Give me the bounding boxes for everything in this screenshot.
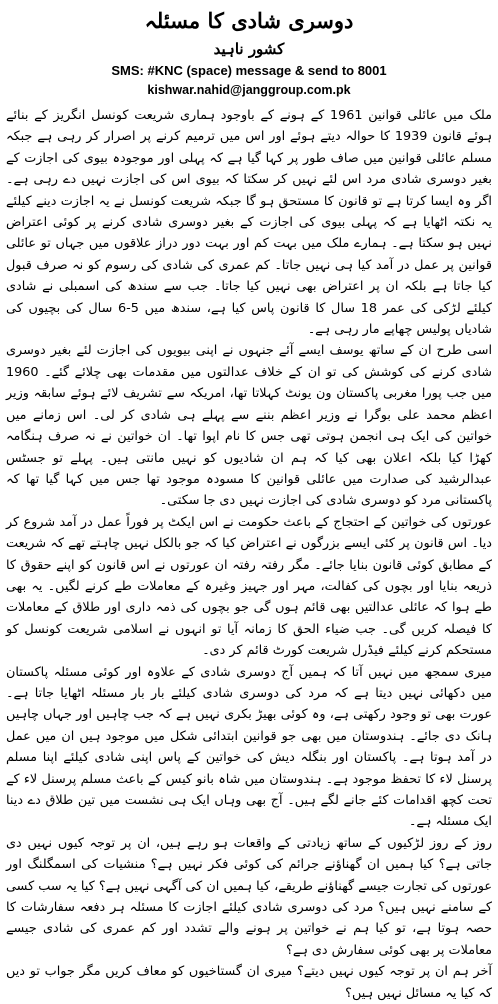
body-paragraph: اسی طرح ان کے ساتھ یوسف ایسے آئے جنہوں نے اپنی بیویوں کی اجازت لئے بغیر دوسری شادی کرنے کی کوشش کی تو ان کے خلاف عدالتوں میں مقدمات بھی چلائے گئے۔ 1960 میں جب پورا مغربی پاکستان ون یونٹ کہلاتا تھا، امریکہ سے تشریف لائے ہوئے سابقہ وزیر اعظم محمد علی بوگرا نے وزیر اعظم بننے سے پہلے ہی شادی کر لی۔ اس زمانے میں خواتین کی ایک ہی انجمن ہوتی تھی جس کا نام اپوا تھا۔ ان خواتین نے نہ صرف ہنگامہ کھڑا کیا بلکہ اعلان بھی کیا کہ ہم ان شادیوں کو نہیں مانتی ہیں۔ پہلے تو جسٹس عبدالرشید کی صدارت میں عائلی قوانین کا مسودہ موجود تھا جس میں کہا گیا تھا کہ پاکستانی مرد کو دوسری شادی کی اجازت نہیں دی جا سکتی۔ [6,343,492,509]
body-paragraph: میری سمجھ میں نہیں آتا کہ ہمیں آج دوسری شادی کے علاوہ اور کوئی مسئلہ پاکستان میں دکھائی نہیں دیتا ہے کہ مرد کی دوسری شادی کیلئے بار بار مسئلہ اٹھایا جاتا ہے۔ عورت بھی تو وجود رکھتی ہے، وہ کوئی بھیڑ بکری نہیں ہے کہ جب چاہیں اور جہاں چاہیں ہانک دی جائے۔ ہندوستان میں بھی جو قوانین ابتدائی شکل میں موجود ہیں ان میں عمل در آمد ہوتا ہے۔ پاکستان اور بنگلہ دیش کی خواتین کے پاس اپنی شادی کیلئے اپنا مسلم پرسنل لاء کا تحفظ موجود ہے۔ ہندوستان میں شاہ بانو کیس کے باعث مسلم پرسنل لاء کے تحت کچھ اقدامات کئے جانے لگے ہیں۔ آج بھی وہاں ایک ہی نشست میں تین طلاق دے دینا ایک مسئلہ ہے۔ [6,664,492,830]
body-paragraph: ملک میں عائلی قوانین 1961 کے ہونے کے باوجود ہماری شریعت کونسل انگریز کے بنائے ہوئے قانون 1939 کا حوالہ دیتے ہوئے اور اس میں ترمیم کرنے پر اصرار کر رہی ہے جبکہ مسلم عائلی قوانین میں صاف طور پر کہا گیا ہے کہ پہلی اور موجودہ بیوی کی اجازت کے بغیر دوسری شادی مرد اس لئے نہیں کر سکتا کہ بیوی اس کی اجازت نہیں دے رہی ہے۔ اگر وہ ایسا کرتا ہے تو قانون کا مستحق ہو گا جبکہ شریعت کونسل نے یہ اجازت دینے کیلئے یہ نکتہ اٹھایا ہے کہ پہلی بیوی کی اجازت کے بغیر دوسری شادی کرنے پر کوئی اعتراض نہیں ہو سکتا ہے۔ ہمارے ملک میں بہت کم اور بہت دور دراز علاقوں میں جہاں تو عائلی قوانین پر عمل در آمد کیا ہی نہیں جاتا۔ کم عمری کی شادی کی رسوم کو نہ صرف قبول کیا جاتا ہے بلکہ ان پر اعتراض بھی نہیں کیا جاتا۔ جب سے سندھ کی اسمبلی نے شادی کیلئے لڑکی کی عمر 18 سال کا قانون پاس کیا ہے، سندھ میں 5-6 سال کی بچیوں کی شادیاں پولیس چھاپے مار رہی ہے۔ [6,108,492,338]
body-paragraph: عورتوں کی خواتین کے احتجاج کے باعث حکومت نے اس ایکٹ پر فوراً عمل در آمد شروع کر دیا۔ اس قانون پر کئی ایسے بزرگوں نے اعتراض کیا کہ جو بالکل نہیں چاہتے تھے کہ شریعت کے مطابق کوئی قانون بنایا جائے۔ مگر رفتہ رفتہ ان عورتوں نے اس قانون کو اپنے حقوق کا ذریعہ بنایا اور بچوں کی کفالت، مہر اور جہیز وغیرہ کے معاملات طے کرنے لگیں۔ یہ بھی طے ہوا کہ عائلی عدالتیں بھی قائم ہوں گی جو بچوں کی ذمہ داری اور طلاق کے معاملات کا فیصلہ کریں گی۔ جب ضیاء الحق کا زمانہ آیا تو انہوں نے اسلامی شریعت کونسل کو مستحکم کرنے کیلئے فیڈرل شریعت کورٹ قائم کر دی۔ [6,514,492,659]
body-paragraph: روز کے روز لڑکیوں کے ساتھ زیادتی کے واقعات ہو رہے ہیں، ان پر توجہ کیوں نہیں دی جاتی ہے؟ کیا ہمیں ان گھناؤنے جرائم کی کوئی فکر نہیں ہے؟ منشیات کی اسمگلنگ اور عورتوں کی تجارت جیسے گھناؤنے طریقے، کیا ہمیں ان کی آگہی نہیں ہے؟ کیا یہ سب کسی کے سامنے نہیں ہیں؟ مرد کی دوسری شادی کیلئے اجازت کا مسئلہ ہر دفعہ سفارشات کا حصہ ہوتا ہے، تو کیا ہم نے خواتین پر ہونے والے تشدد اور کم عمری کی شادی جیسے معاملات پر بھی کوئی سفارش دی ہے؟ [6,835,492,958]
author-name: کشور ناہید [213,40,285,58]
body-paragraph: آخر ہم ان پر توجہ کیوں نہیں دیتے؟ میری ان گستاخیوں کو معاف کریں مگر جواب تو دیں کہ کیا یہ مسائل نہیں ہیں؟ [6,964,492,1001]
sms-instruction: SMS: #KNC (space) message & send to 8001 [111,63,387,78]
author-email: kishwar.nahid@janggroup.com.pk [147,83,351,97]
column-body [6,105,492,1004]
column-title: دوسری شادی کا مسئلہ [144,8,354,33]
